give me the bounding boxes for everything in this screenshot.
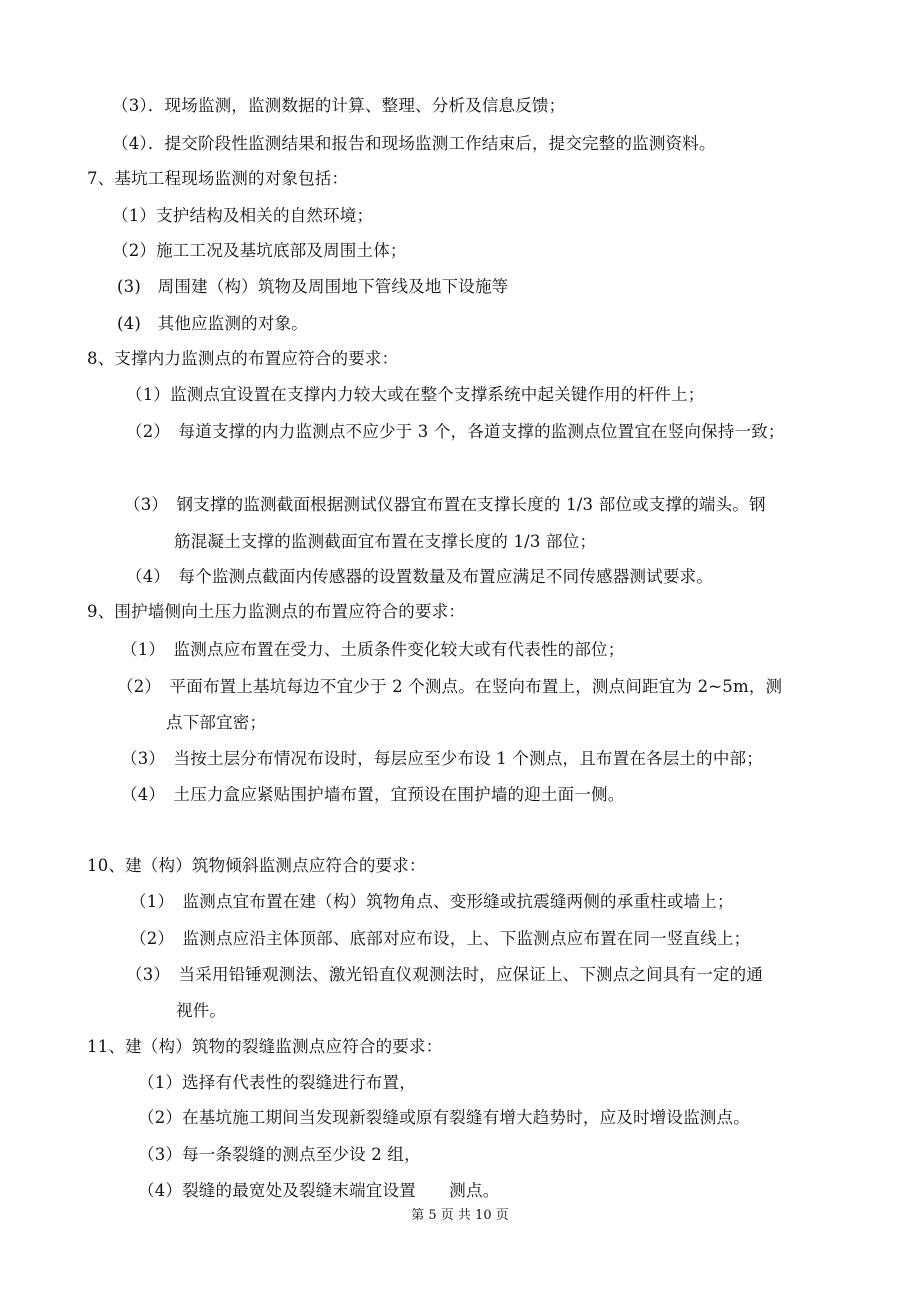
text-line: （1） 监测点应布置在受力、土质条件变化较大或有代表性的部位； — [121, 640, 625, 659]
section-heading: 11、建（构）筑物的裂缝监测点应符合的要求： — [87, 1037, 443, 1056]
text-line: （1）支护结构及相关的自然环境； — [112, 206, 374, 225]
page-footer: 第 5 页 共 10 页 — [411, 1208, 509, 1223]
text-line: （3）．现场监测，监测数据的计算、整理、分析及信息反馈； — [112, 96, 566, 115]
text-line-continued: 筋混凝土支撑的监测截面宜布置在支撑长度的 1/3 部位； — [174, 532, 597, 551]
text-line: （2） 平面布置上基坑每边不宜少于 2 个测点。在竖向布置上，测点间距宜为 2~5m，测 — [117, 677, 783, 696]
text-line: （4）裂缝的最宽处及裂缝末端宜设置 测点。 — [138, 1181, 500, 1200]
text-line: （4） 每个监测点截面内传感器的设置数量及布置应满足不同传感器测试要求。 — [126, 567, 713, 586]
text-line: （1）监测点宜设置在支撑内力较大或在整个支撑系统中起关键作用的杆件上； — [126, 385, 705, 404]
text-line: （3） 钢支撑的监测截面根据测试仪器宜布置在支撑长度的 1/3 部位或支撑的端头。钢 — [124, 495, 766, 514]
text-line-continued: 点下部宜密； — [166, 713, 267, 732]
text-line: （1） 监测点宜布置在建（构）筑物角点、变形缝或抗震缝两侧的承重柱或墙上； — [130, 892, 734, 911]
text-line: （3） 当按土层分布情况布设时，每层应至少布设 1 个测点，且布置在各层土的中部； — [121, 749, 763, 768]
text-line: (3) 周围建（构）筑物及周围地下管线及地下设施等 — [117, 277, 509, 296]
text-line: （2）施工工况及基坑底部及周围土体； — [112, 241, 407, 260]
section-heading: 10、建（构）筑物倾斜监测点应符合的要求： — [87, 856, 426, 875]
text-line: （2） 监测点应沿主体顶部、底部对应布设，上、下监测点应布置在同一竖直线上； — [130, 929, 751, 948]
text-line: （2） 每道支撑的内力监测点不应少于 3 个，各道支撑的监测点位置宜在竖向保持一致； — [126, 422, 785, 441]
section-heading: 7、基坑工程现场监测的对象包括： — [87, 169, 349, 188]
text-line: （3） 当采用铅锤观测法、激光铅直仪观测法时，应保证上、下测点之间具有一定的通 — [126, 965, 764, 984]
text-line: （1）选择有代表性的裂缝进行布置， — [138, 1073, 416, 1092]
section-heading: 8、支撑内力监测点的布置应符合的要求： — [87, 349, 399, 368]
text-line: （2）在基坑施工期间当发现新裂缝或原有裂缝有增大趋势时，应及时增设监测点。 — [138, 1108, 750, 1127]
text-line-continued: 视件。 — [176, 1001, 227, 1020]
section-heading: 9、围护墙侧向土压力监测点的布置应符合的要求： — [87, 602, 466, 621]
text-line: （4） 土压力盒应紧贴围护墙布置，宜预设在围护墙的迎土面一侧。 — [121, 785, 625, 804]
text-line: (4) 其他应监测的对象。 — [117, 314, 308, 333]
text-line: （4）．提交阶段性监测结果和报告和现场监测工作结束后，提交完整的监测资料。 — [112, 134, 716, 153]
text-line: （3）每一条裂缝的测点至少设 2 组， — [138, 1145, 421, 1164]
